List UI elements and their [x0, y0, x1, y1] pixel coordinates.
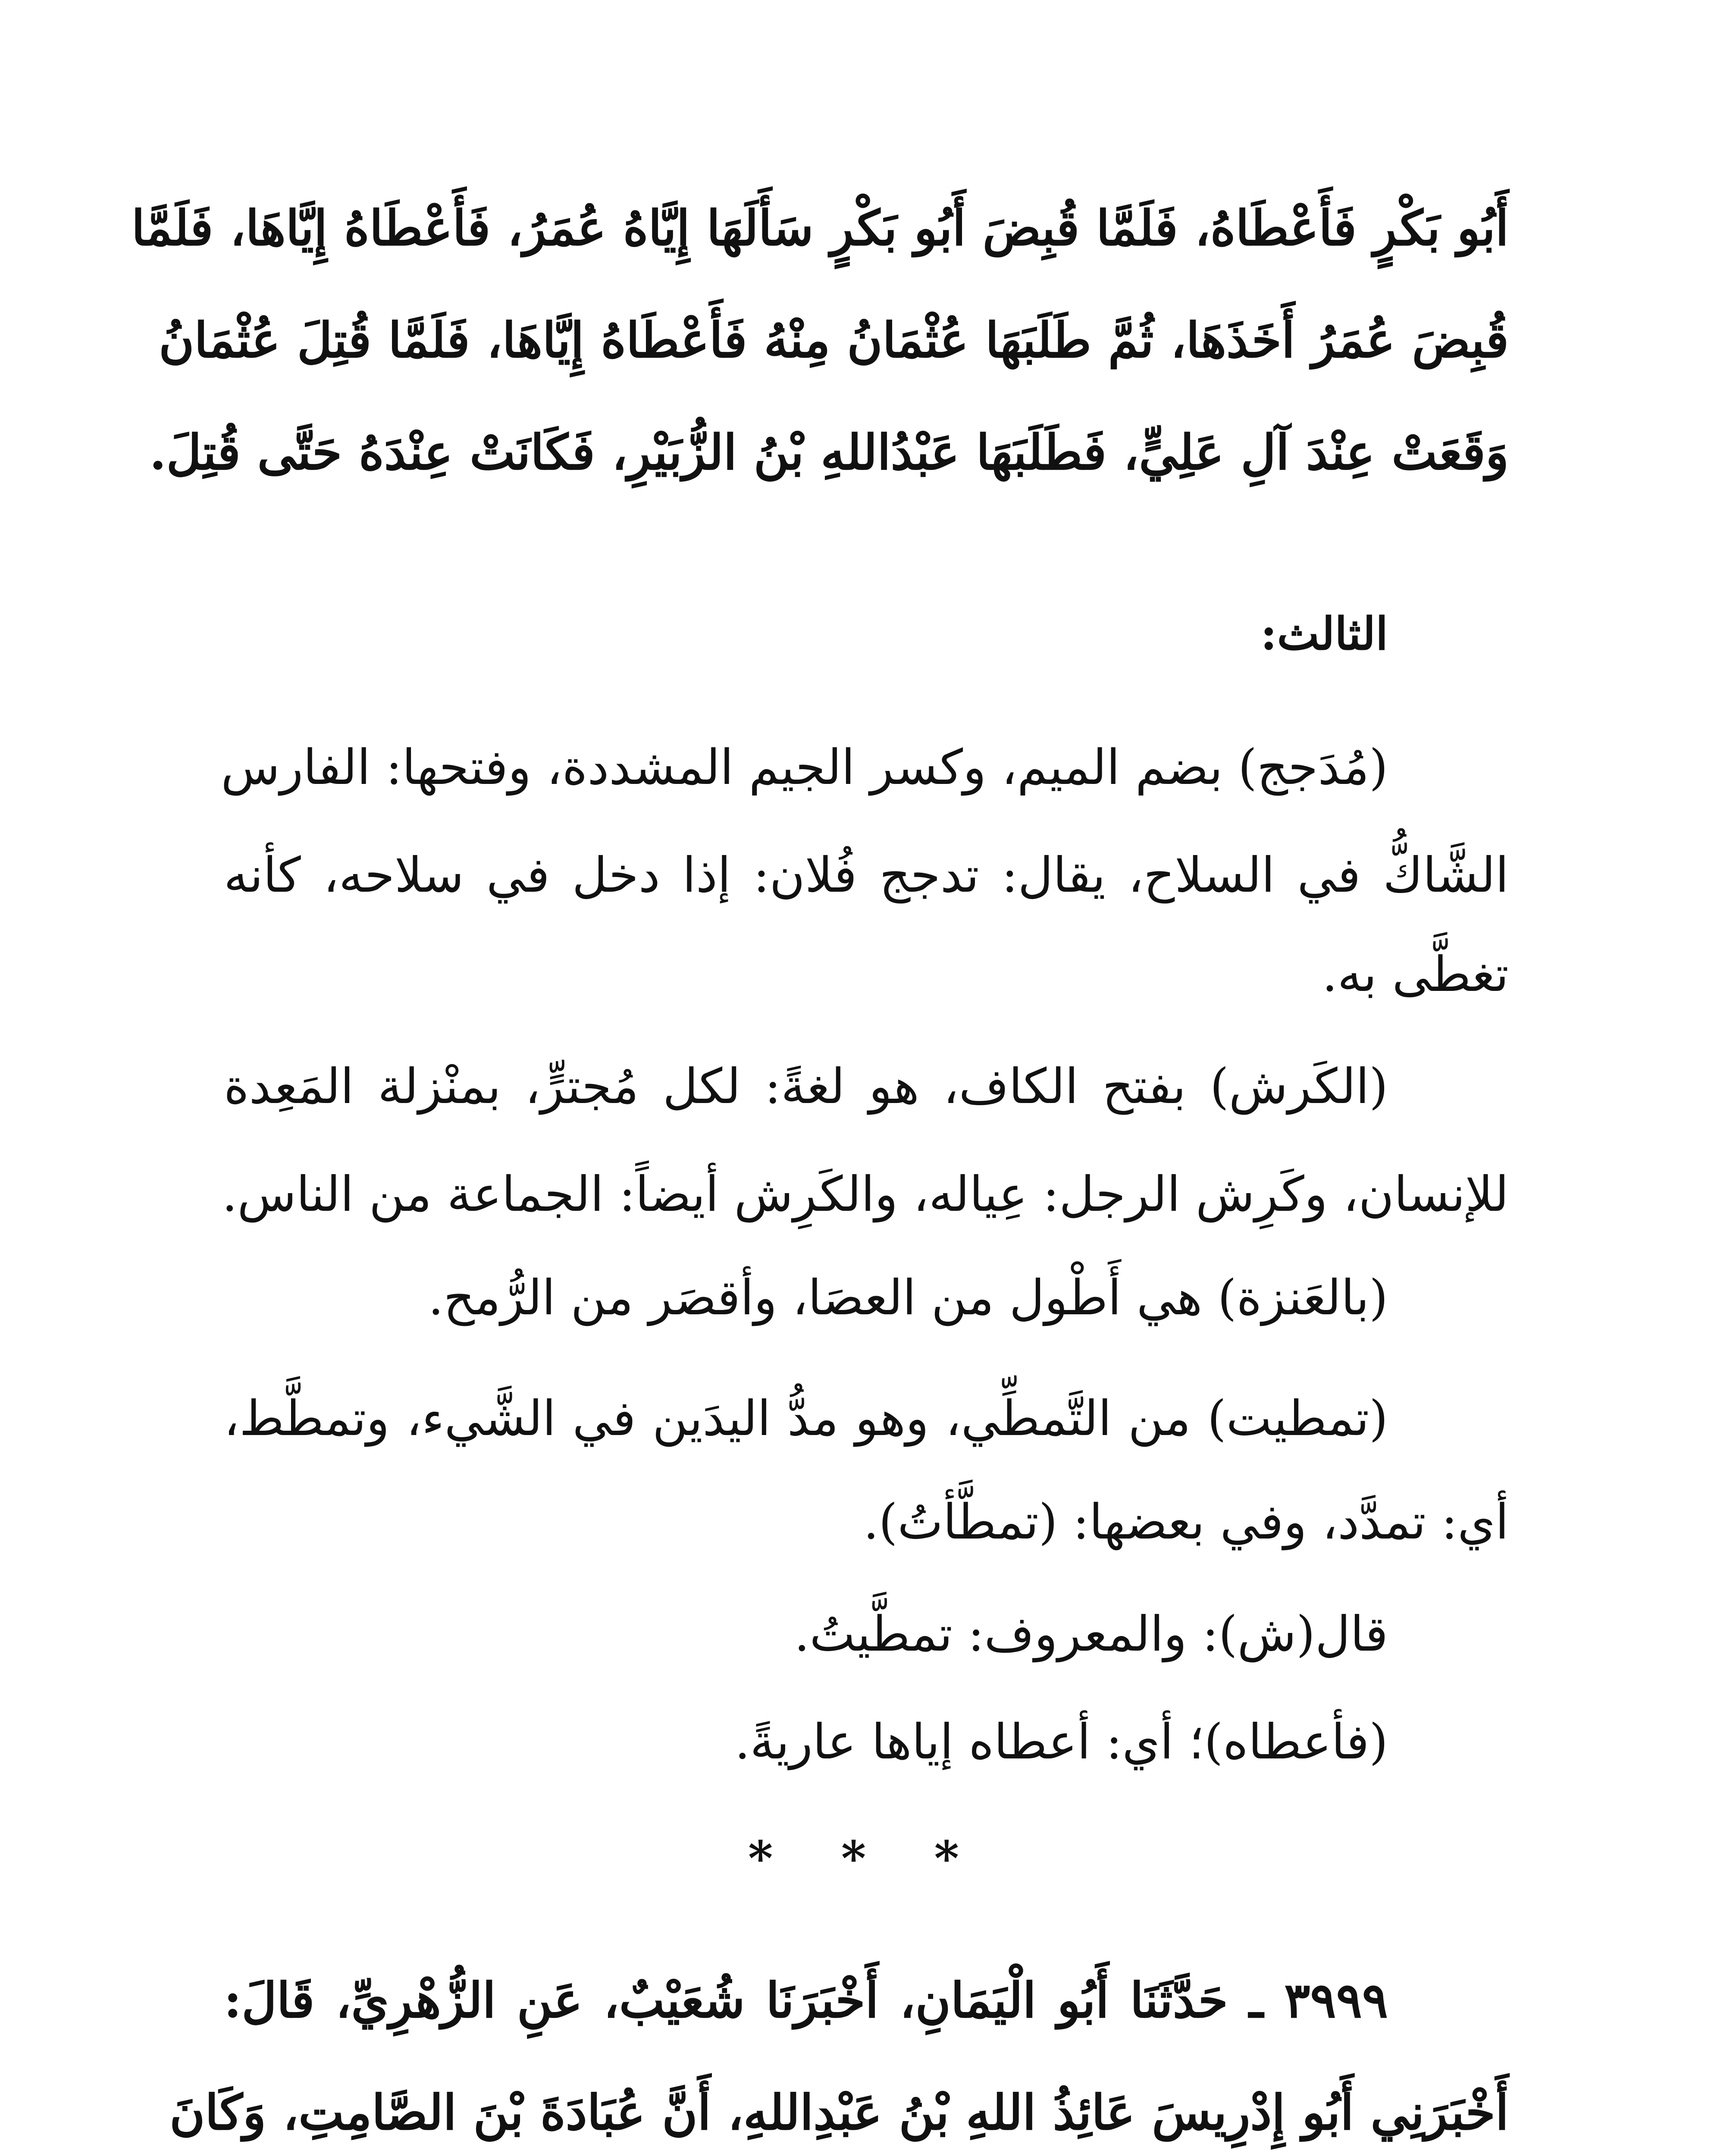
hadith-line: أَخْبَرَنِي أَبُو إِدْرِيسَ عَائِذُ اللهِ بْنُ عَبْدِاللهِ، أَنَّ عُبَادَةَ بْنَ الصَّامِتِ، وَكَانَ — [169, 2084, 1509, 2141]
section-heading: الثالث: — [1260, 607, 1388, 660]
commentary-line: (تمطيت) من التَّمطِّي، وهو مدُّ اليدَين في الشَّيء، وتمطَّط، — [224, 1391, 1388, 1447]
text-line: أَبُو بَكْرٍ فَأَعْطَاهُ، فَلَمَّا قُبِضَ أَبُو بَكْرٍ سَأَلَهَا إِيَّاهُ عُمَرُ، فَأَعْطَاهُ إِيَّاهَا، فَلَمَّا — [131, 200, 1509, 257]
hadith-line: ٣٩٩٩ ـ حَدَّثَنَا أَبُو الْيَمَانِ، أَخْبَرَنَا شُعَيْبٌ، عَنِ الزُّهْرِيِّ، قَالَ: — [224, 1972, 1388, 2029]
text-line: قُبِضَ عُمَرُ أَخَذَهَا، ثُمَّ طَلَبَهَا عُثْمَانُ مِنْهُ فَأَعْطَاهُ إِيَّاهَا، فَلَمَّا قُتِلَ عُثْمَانُ — [159, 312, 1509, 369]
commentary-line: تغطَّى به. — [1322, 946, 1509, 1003]
commentary-line: (فأعطاه)؛ أي: أعطاه إياها عاريةً. — [734, 1714, 1388, 1770]
commentary-line: قال(ش): والمعروف: تمطَّيتُ. — [794, 1606, 1388, 1662]
commentary-line: (الكَرش) بفتح الكاف، هو لغةً: لكل مُجترٍّ، بمنْزلة المَعِدة — [224, 1059, 1388, 1115]
text-line: وَقَعَتْ عِنْدَ آلِ عَلِيٍّ، فَطَلَبَهَا عَبْدُاللهِ بْنُ الزُّبَيْرِ، فَكَانَتْ عِنْدَهُ حَتَّى قُتِلَ. — [149, 424, 1509, 481]
section-divider: * * * — [748, 1830, 985, 1886]
commentary-line: الشَّاكُّ في السلاح، يقال: تدجج فُلان: إذا دخل في سلاحه، كأنه — [224, 847, 1509, 903]
commentary-line: (مُدَجج) بضم الميم، وكسر الجيم المشددة، وفتحها: الفارس — [221, 740, 1388, 796]
commentary-line: أي: تمدَّد، وفي بعضها: (تمطَّأتُ). — [863, 1494, 1509, 1550]
commentary-line: للإنسان، وكَرِش الرجل: عِياله، والكَرِش أيضاً: الجماعة من الناس. — [222, 1166, 1509, 1222]
commentary-line: (بالعَنزة) هي أَطْول من العصَا، وأقصَر من الرُّمح. — [428, 1270, 1388, 1326]
